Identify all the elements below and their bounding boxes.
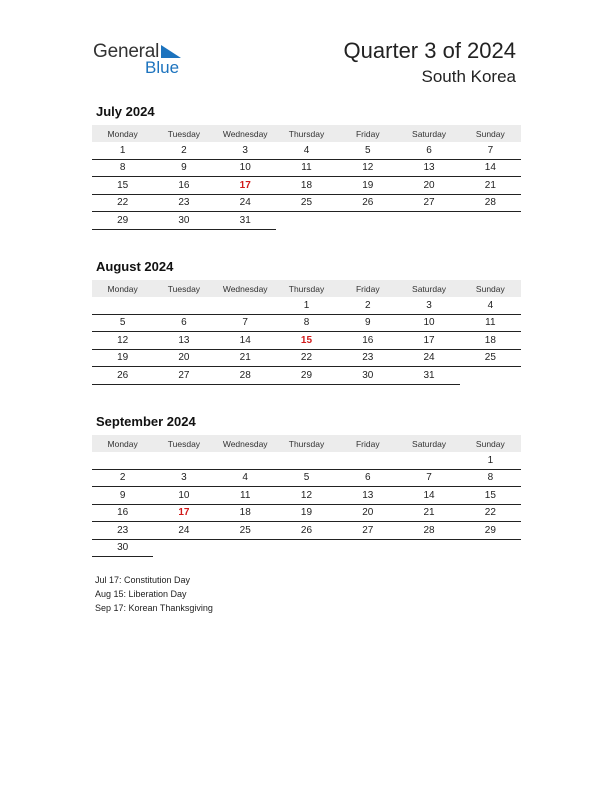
weekday-header-row <box>92 280 521 297</box>
week-row <box>92 314 521 332</box>
empty-day-cell <box>92 452 153 469</box>
week-row <box>92 212 521 230</box>
day-cell: 15 <box>460 487 521 505</box>
day-cell: 30 <box>153 212 214 230</box>
day-cell: 7 <box>215 314 276 332</box>
day-cell: 22 <box>460 504 521 522</box>
holiday-note: Sep 17: Korean Thanksgiving <box>95 603 213 613</box>
day-cell: 1 <box>92 142 153 159</box>
country-name: South Korea <box>421 67 516 86</box>
weekday-header: Monday <box>92 125 153 142</box>
day-cell: 9 <box>92 487 153 505</box>
day-cell: 14 <box>398 487 459 505</box>
day-cell: 23 <box>153 194 214 212</box>
week-row <box>92 332 521 350</box>
day-cell: 27 <box>337 522 398 540</box>
empty-day-cell <box>460 212 521 230</box>
week-row <box>92 142 521 159</box>
day-cell: 29 <box>276 367 337 385</box>
day-cell: 13 <box>398 159 459 177</box>
day-cell: 18 <box>276 177 337 195</box>
day-cell: 22 <box>92 194 153 212</box>
day-cell: 19 <box>92 349 153 367</box>
day-cell: 29 <box>460 522 521 540</box>
empty-day-cell <box>460 367 521 385</box>
calendar-table <box>92 125 521 230</box>
month-august <box>92 259 521 385</box>
weekday-header: Sunday <box>460 280 521 297</box>
day-cell: 25 <box>460 349 521 367</box>
generalblue-logo <box>93 40 193 80</box>
day-cell: 28 <box>215 367 276 385</box>
day-cell: 11 <box>460 314 521 332</box>
day-cell: 6 <box>153 314 214 332</box>
page-title: Quarter 3 of 2024 <box>343 38 516 63</box>
empty-day-cell <box>337 212 398 230</box>
day-cell: 8 <box>92 159 153 177</box>
day-cell: 8 <box>276 314 337 332</box>
empty-day-cell <box>215 452 276 469</box>
empty-day-cell <box>153 297 214 314</box>
day-cell: 25 <box>276 194 337 212</box>
weekday-header: Sunday <box>460 125 521 142</box>
week-row <box>92 297 521 314</box>
day-cell: 12 <box>337 159 398 177</box>
day-cell: 13 <box>153 332 214 350</box>
day-cell: 11 <box>276 159 337 177</box>
empty-day-cell <box>398 539 459 557</box>
weekday-header: Friday <box>337 125 398 142</box>
day-cell: 19 <box>276 504 337 522</box>
day-cell: 16 <box>337 332 398 350</box>
empty-day-cell <box>276 212 337 230</box>
day-cell: 16 <box>153 177 214 195</box>
day-cell: 4 <box>276 142 337 159</box>
weekday-header: Wednesday <box>215 125 276 142</box>
day-cell: 23 <box>337 349 398 367</box>
day-cell: 25 <box>215 522 276 540</box>
weekday-header: Friday <box>337 280 398 297</box>
holiday-note: Aug 15: Liberation Day <box>95 589 187 599</box>
day-cell: 18 <box>460 332 521 350</box>
empty-day-cell <box>153 452 214 469</box>
day-cell: 28 <box>398 522 459 540</box>
weekday-header-row <box>92 435 521 452</box>
day-cell: 20 <box>153 349 214 367</box>
empty-day-cell <box>276 452 337 469</box>
day-cell: 31 <box>398 367 459 385</box>
month-july <box>92 104 521 230</box>
day-cell: 10 <box>215 159 276 177</box>
day-cell: 21 <box>460 177 521 195</box>
week-row <box>92 539 521 557</box>
day-cell: 26 <box>92 367 153 385</box>
empty-day-cell <box>276 539 337 557</box>
week-row <box>92 349 521 367</box>
day-cell: 14 <box>460 159 521 177</box>
day-cell: 2 <box>337 297 398 314</box>
day-cell: 23 <box>92 522 153 540</box>
month-title: September 2024 <box>96 414 196 429</box>
day-cell: 9 <box>153 159 214 177</box>
day-cell: 10 <box>153 487 214 505</box>
empty-day-cell <box>398 212 459 230</box>
day-cell: 27 <box>153 367 214 385</box>
day-cell: 2 <box>92 469 153 487</box>
day-cell: 31 <box>215 212 276 230</box>
month-title: July 2024 <box>96 104 155 119</box>
holiday-day-cell: 17 <box>215 177 276 195</box>
logo-text-general: General <box>93 41 160 62</box>
week-row <box>92 159 521 177</box>
month-september <box>92 414 521 557</box>
day-cell: 12 <box>276 487 337 505</box>
holiday-notes <box>95 573 213 615</box>
day-cell: 2 <box>153 142 214 159</box>
weekday-header: Thursday <box>276 435 337 452</box>
day-cell: 5 <box>92 314 153 332</box>
weekday-header: Thursday <box>276 280 337 297</box>
day-cell: 5 <box>276 469 337 487</box>
week-row <box>92 487 521 505</box>
day-cell: 24 <box>398 349 459 367</box>
day-cell: 15 <box>92 177 153 195</box>
empty-day-cell <box>215 297 276 314</box>
day-cell: 21 <box>398 504 459 522</box>
day-cell: 19 <box>337 177 398 195</box>
weekday-header: Tuesday <box>153 280 214 297</box>
weekday-header: Tuesday <box>153 435 214 452</box>
week-row <box>92 177 521 195</box>
weekday-header: Sunday <box>460 435 521 452</box>
calendar-table <box>92 435 521 557</box>
day-cell: 27 <box>398 194 459 212</box>
day-cell: 16 <box>92 504 153 522</box>
week-row <box>92 522 521 540</box>
empty-day-cell <box>337 539 398 557</box>
day-cell: 30 <box>92 539 153 557</box>
day-cell: 24 <box>153 522 214 540</box>
day-cell: 20 <box>337 504 398 522</box>
day-cell: 11 <box>215 487 276 505</box>
day-cell: 6 <box>337 469 398 487</box>
day-cell: 4 <box>215 469 276 487</box>
day-cell: 4 <box>460 297 521 314</box>
empty-day-cell <box>337 452 398 469</box>
week-row <box>92 367 521 385</box>
day-cell: 29 <box>92 212 153 230</box>
day-cell: 1 <box>276 297 337 314</box>
day-cell: 3 <box>215 142 276 159</box>
day-cell: 5 <box>337 142 398 159</box>
day-cell: 7 <box>460 142 521 159</box>
day-cell: 9 <box>337 314 398 332</box>
holiday-day-cell: 17 <box>153 504 214 522</box>
weekday-header: Saturday <box>398 125 459 142</box>
week-row <box>92 504 521 522</box>
empty-day-cell <box>215 539 276 557</box>
day-cell: 1 <box>460 452 521 469</box>
weekday-header: Saturday <box>398 280 459 297</box>
week-row <box>92 469 521 487</box>
weekday-header-row <box>92 125 521 142</box>
day-cell: 20 <box>398 177 459 195</box>
holiday-day-cell: 15 <box>276 332 337 350</box>
empty-day-cell <box>153 539 214 557</box>
day-cell: 8 <box>460 469 521 487</box>
day-cell: 21 <box>215 349 276 367</box>
day-cell: 26 <box>276 522 337 540</box>
empty-day-cell <box>92 297 153 314</box>
weekday-header: Tuesday <box>153 125 214 142</box>
weekday-header: Friday <box>337 435 398 452</box>
week-row <box>92 194 521 212</box>
empty-day-cell <box>460 539 521 557</box>
weekday-header: Monday <box>92 435 153 452</box>
day-cell: 13 <box>337 487 398 505</box>
day-cell: 28 <box>460 194 521 212</box>
weekday-header: Monday <box>92 280 153 297</box>
day-cell: 10 <box>398 314 459 332</box>
logo-text-blue: Blue <box>145 58 180 77</box>
day-cell: 30 <box>337 367 398 385</box>
week-row <box>92 452 521 469</box>
holiday-note: Jul 17: Constitution Day <box>95 575 191 585</box>
day-cell: 24 <box>215 194 276 212</box>
day-cell: 17 <box>398 332 459 350</box>
weekday-header: Thursday <box>276 125 337 142</box>
day-cell: 6 <box>398 142 459 159</box>
day-cell: 12 <box>92 332 153 350</box>
month-title: August 2024 <box>96 259 174 274</box>
day-cell: 3 <box>153 469 214 487</box>
weekday-header: Wednesday <box>215 435 276 452</box>
weekday-header: Wednesday <box>215 280 276 297</box>
weekday-header: Saturday <box>398 435 459 452</box>
day-cell: 26 <box>337 194 398 212</box>
day-cell: 7 <box>398 469 459 487</box>
day-cell: 14 <box>215 332 276 350</box>
calendar-table <box>92 280 521 385</box>
empty-day-cell <box>398 452 459 469</box>
day-cell: 3 <box>398 297 459 314</box>
day-cell: 22 <box>276 349 337 367</box>
day-cell: 18 <box>215 504 276 522</box>
